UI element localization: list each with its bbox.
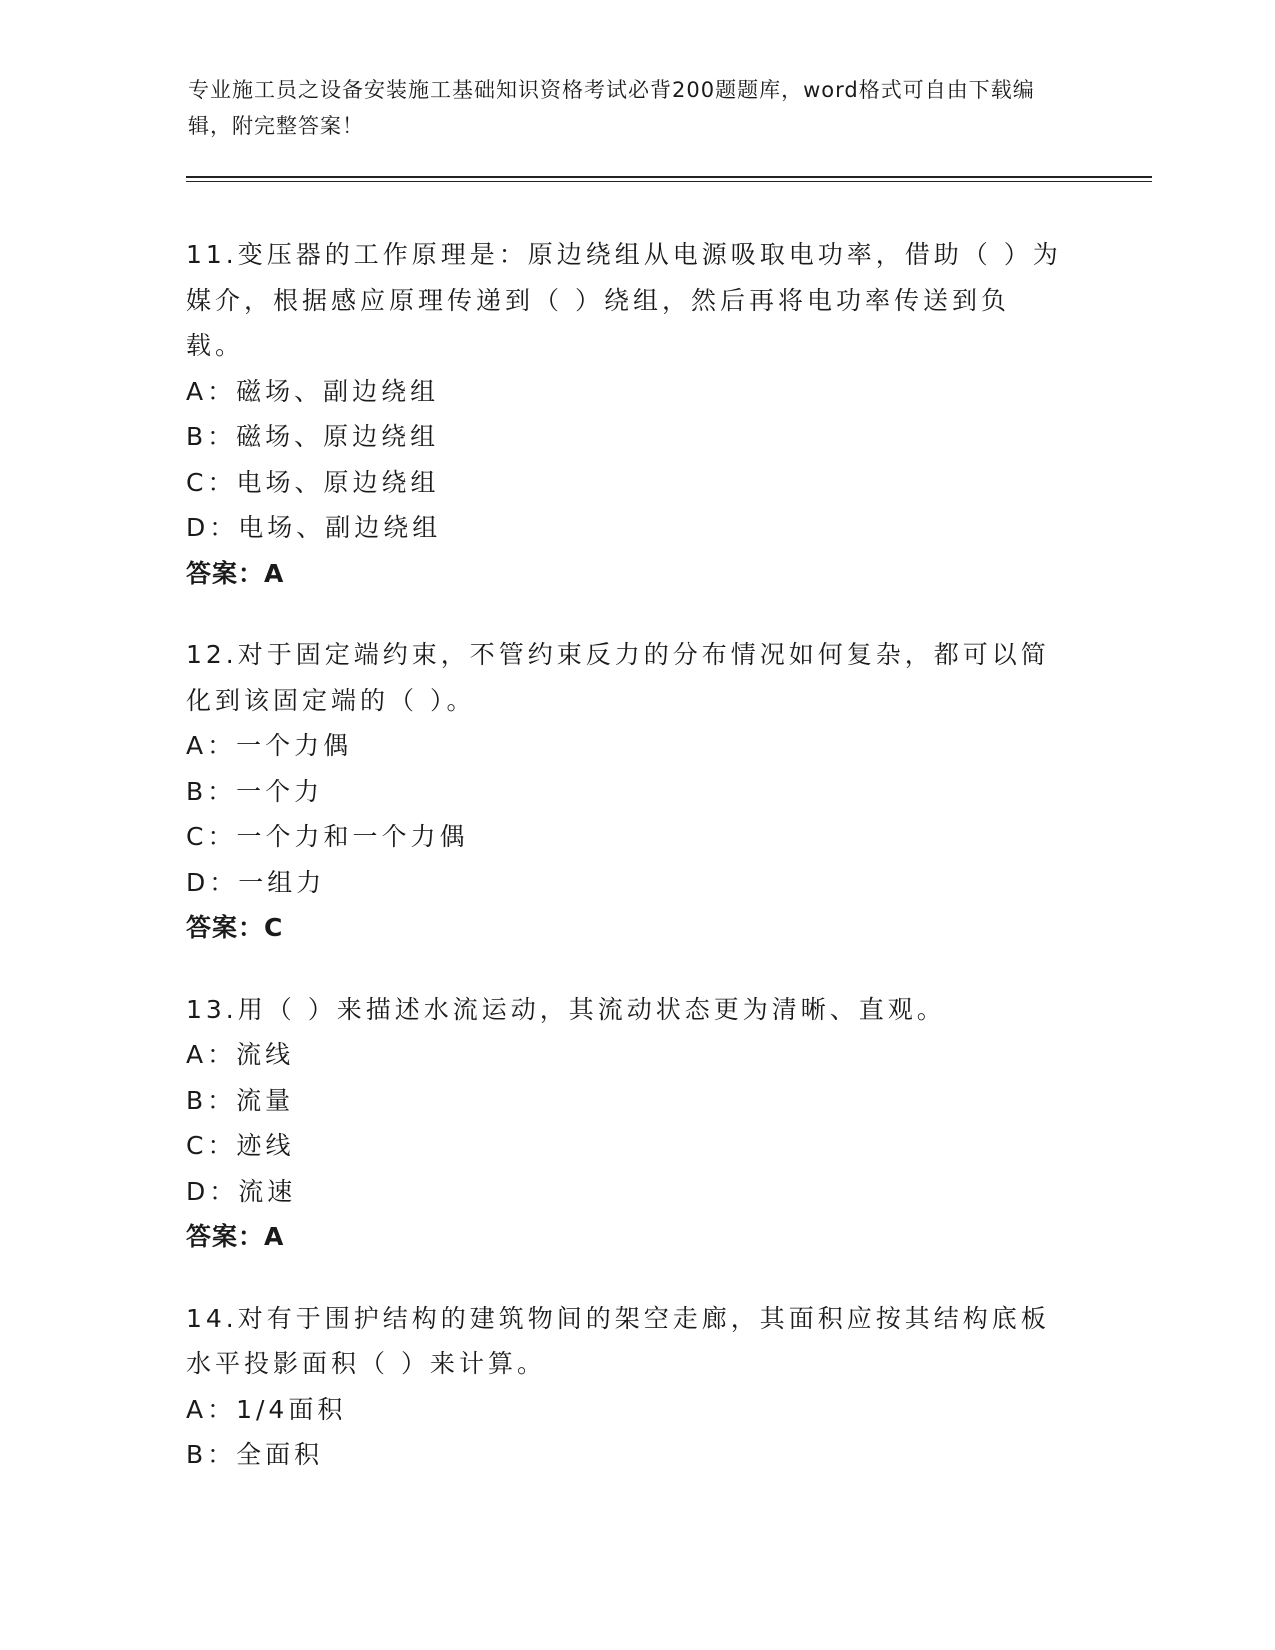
option-d: D：一组力 [186, 867, 326, 897]
document-header [188, 72, 1068, 144]
question-stem: 11.变压器的工作原理是：原边绕组从电源吸取电功率，借助（ ）为媒介，根据感应原理传递到（ ）绕组，然后再将电功率传送到负载。 [186, 240, 1062, 360]
option-a: A：磁场、副边绕组 [186, 376, 440, 406]
option-a: A：一个力偶 [186, 731, 353, 760]
question-14 [186, 1296, 1086, 1478]
option-a: A：1/4面积 [186, 1394, 347, 1424]
question-11 [186, 232, 1086, 596]
option-b: B：磁场、原边绕组 [186, 422, 440, 451]
answer: 答案：C [186, 913, 284, 942]
question-stem: 13.用（ ）来描述水流运动，其流动状态更为清晰、直观。 [186, 994, 946, 1024]
option-d: D：电场、副边绕组 [186, 513, 442, 542]
option-c: C：一个力和一个力偶 [186, 822, 469, 851]
option-a: A：流线 [186, 1040, 295, 1069]
answer: 答案：A [186, 1222, 285, 1251]
option-b: B：全面积 [186, 1440, 324, 1469]
option-d: D：流速 [186, 1176, 297, 1206]
option-b: B：流量 [186, 1085, 295, 1115]
option-c: C：迹线 [186, 1131, 295, 1160]
question-stem: 14.对有于围护结构的建筑物间的架空走廊，其面积应按其结构底板水平投影面积（ ）来计算。 [186, 1303, 1050, 1378]
option-c: C：电场、原边绕组 [186, 467, 440, 497]
question-12 [186, 632, 1086, 951]
question-13 [186, 987, 1086, 1260]
option-b: B：一个力 [186, 776, 324, 806]
answer: 答案：A [186, 558, 285, 588]
question-stem: 12.对于固定端约束，不管约束反力的分布情况如何复杂，都可以简化到该固定端的（ ）。 [186, 640, 1050, 715]
header-divider [186, 176, 1152, 182]
question-list [186, 232, 1086, 1514]
document-title: 专业施工员之设备安装施工基础知识资格考试必背200题题库，word格式可自由下载编辑，附完整答案！ [188, 78, 1035, 138]
